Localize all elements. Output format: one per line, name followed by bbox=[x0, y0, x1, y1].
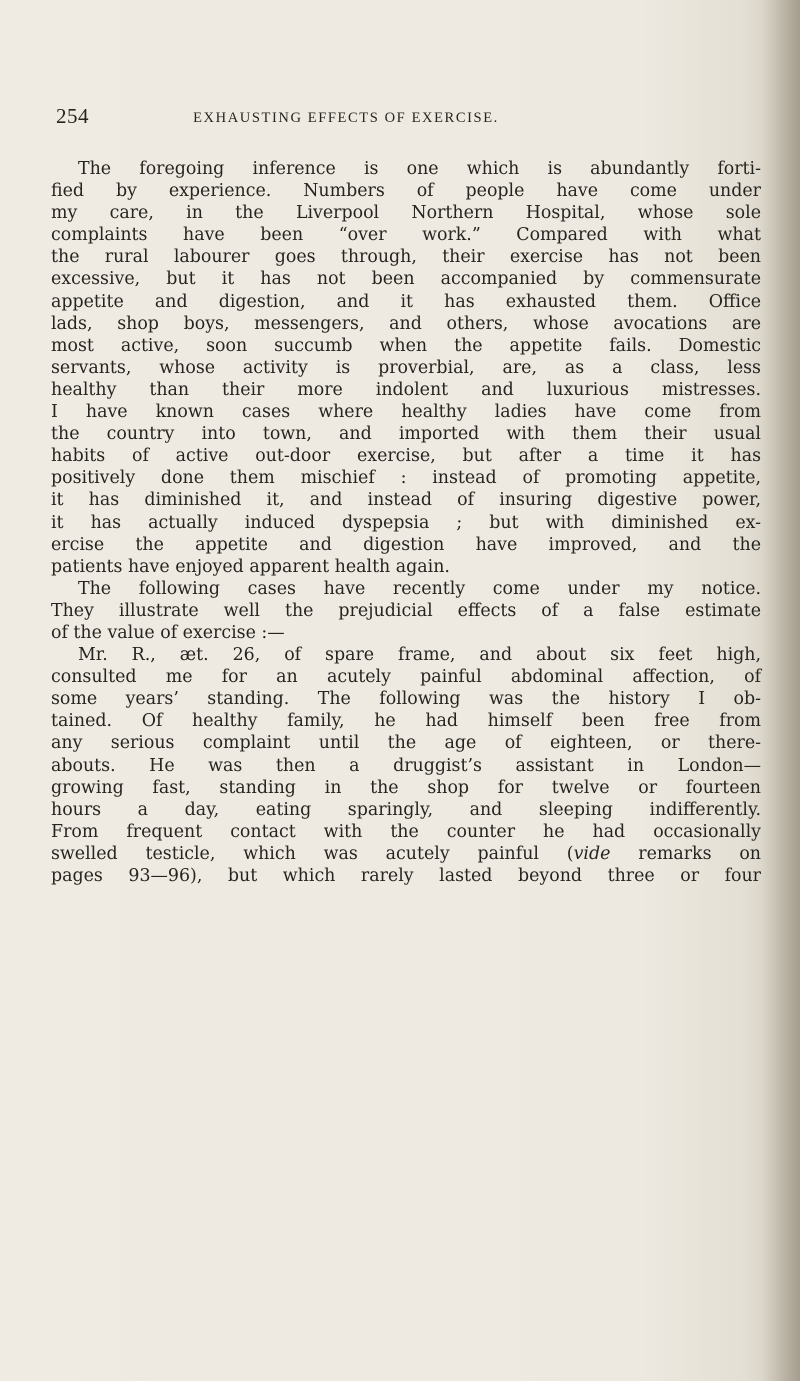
text-line: of the value of exercise :— bbox=[51, 622, 285, 643]
text-line: servants, whose activity is proverbial, are, as a class, less bbox=[51, 357, 761, 378]
page-header bbox=[56, 104, 756, 134]
text-line: lads, shop boys, messengers, and others, whose avocations are bbox=[51, 313, 761, 334]
text-line: hours a day, eating sparingly, and sleeping indifferently. bbox=[51, 799, 761, 820]
text-line: swelled testicle, which was acutely painful (vide remarks on bbox=[51, 843, 762, 864]
text-line: some years’ standing. The following was the history I ob- bbox=[51, 689, 761, 710]
text-line: fied by experience. Numbers of people have come under bbox=[51, 181, 761, 202]
text-line: pages 93—96), but which rarely lasted beyond three or four bbox=[51, 866, 761, 886]
text-line: From frequent contact with the counter he had occasionally bbox=[51, 821, 761, 842]
page-number: 254 bbox=[56, 104, 89, 128]
text-line: excessive, but it has not been accompanied by commensurate bbox=[51, 269, 761, 290]
body-text bbox=[51, 158, 761, 887]
text-line: the country into town, and imported with them their usual bbox=[51, 424, 761, 445]
text-line: growing fast, standing in the shop for twelve or fourteen bbox=[51, 777, 761, 798]
text-line: appetite and digestion, and it has exhausted them. Office bbox=[51, 291, 761, 312]
text-line: I have known cases where healthy ladies have come from bbox=[51, 402, 761, 423]
text-line: Mr. R., æt. 26, of spare frame, and about six feet high, bbox=[78, 645, 761, 666]
text-line: healthy than their more indolent and luxurious mistresses. bbox=[51, 379, 761, 400]
text-line: it has diminished it, and instead of insuring digestive power, bbox=[51, 490, 761, 511]
text-line: complaints have been “over work.” Compared with what bbox=[51, 225, 761, 246]
text-line: patients have enjoyed apparent health again. bbox=[51, 556, 450, 577]
text-line: The following cases have recently come under my notice. bbox=[78, 578, 761, 599]
text-line: most active, soon succumb when the appetite fails. Domestic bbox=[51, 335, 761, 356]
text-line: tained. Of healthy family, he had himself been free from bbox=[51, 711, 761, 732]
text-line: abouts. He was then a druggist’s assistant in London— bbox=[51, 755, 761, 776]
text-line: it has actually induced dyspepsia ; but with diminished ex- bbox=[51, 512, 761, 533]
text-line: the rural labourer goes through, their exercise has not been bbox=[51, 247, 761, 268]
text-line: my care, in the Liverpool Northern Hospital, whose sole bbox=[51, 203, 761, 224]
page-edge-shadow bbox=[762, 0, 800, 1381]
text-line: consulted me for an acutely painful abdominal affection, of bbox=[51, 667, 761, 688]
text-line: positively done them mischief : instead of promoting appetite, bbox=[51, 468, 761, 489]
text-line: The foregoing inference is one which is abundantly forti- bbox=[78, 159, 761, 179]
running-head: EXHAUSTING EFFECTS OF EXERCISE. bbox=[193, 110, 499, 126]
text-line: any serious complaint until the age of eighteen, or there- bbox=[51, 733, 761, 754]
text-line: They illustrate well the prejudicial effects of a false estimate bbox=[51, 600, 761, 621]
text-line: ercise the appetite and digestion have improved, and the bbox=[51, 534, 761, 555]
text-line: habits of active out-door exercise, but after a time it has bbox=[51, 446, 761, 467]
